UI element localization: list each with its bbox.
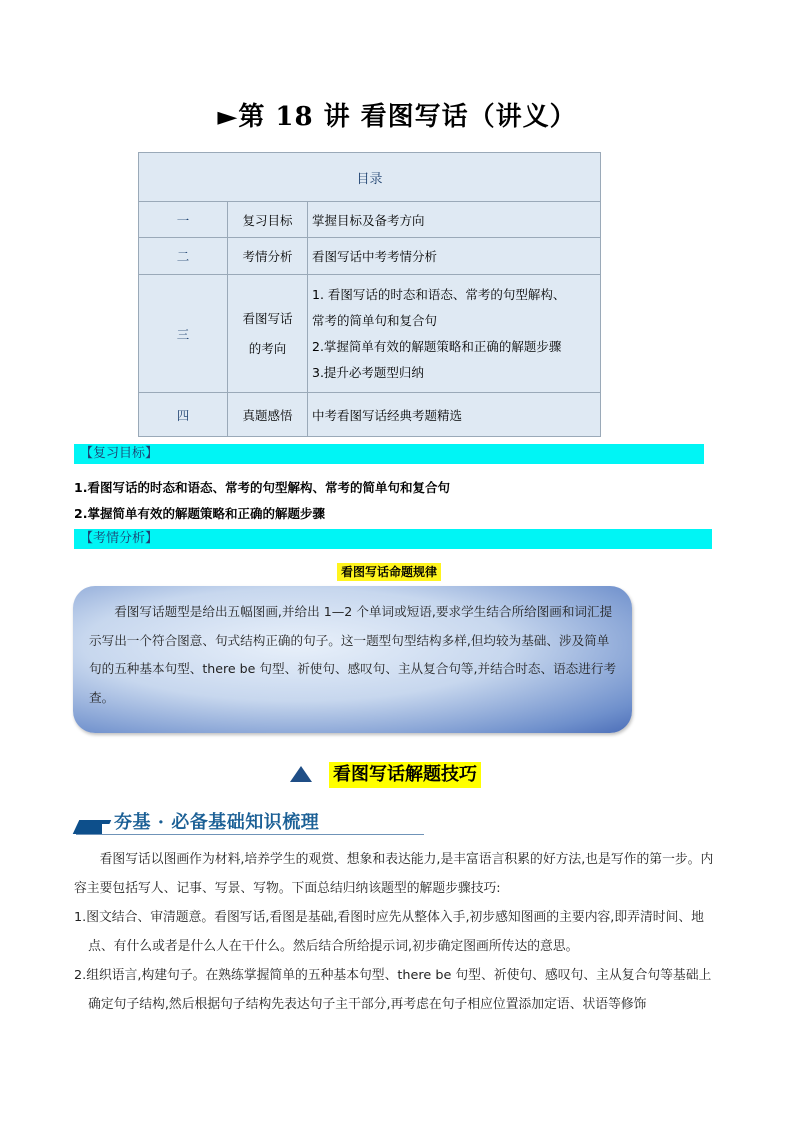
toc-header-row bbox=[139, 153, 601, 202]
toc-topic: 考情分析 bbox=[228, 238, 308, 275]
page-title: ►第 18 讲 看图写话（讲义） bbox=[217, 102, 577, 132]
review-bar: 【复习目标】 bbox=[74, 444, 704, 464]
toc-row bbox=[139, 238, 601, 275]
skills-body bbox=[74, 845, 724, 1019]
rule-box bbox=[73, 586, 632, 733]
toc-topic: 真题感悟 bbox=[228, 393, 308, 437]
toc-header: 目录 bbox=[139, 153, 601, 202]
rule-title: 看图写话命题规律 bbox=[337, 563, 441, 581]
toc-num: 四 bbox=[139, 393, 228, 437]
toc-num: 二 bbox=[139, 238, 228, 275]
heading-underline bbox=[76, 834, 424, 835]
toc-topic-line: 看图写话 bbox=[242, 310, 293, 326]
toc-content: 看图写话中考考情分析 bbox=[308, 238, 601, 275]
toc-topic bbox=[228, 275, 308, 393]
review-item: 1.看图写话的时态和语态、常考的句型解构、常考的简单句和复合句 bbox=[74, 480, 450, 495]
step-paragraph: 2.组织语言,构建句子。在熟练掌握简单的五种基本句型、there be 句型、祈使句、感叹句、主从复合句等基础上确定句子结构,然后根据句子结构先表达句子主干部分,再考虑在句子相应位置添加定语、状语等修饰 bbox=[74, 968, 712, 1012]
intro-paragraph: 看图写话以图画作为材料,培养学生的观赏、想象和表达能力,是丰富语言积累的好方法,也是写作的第一步。内容主要包括写人、记事、写景、写物。下面总结归纳该题型的解题步骤技巧: bbox=[74, 852, 714, 896]
toc-table bbox=[138, 152, 601, 437]
toc-content-line: 3.提升必考题型归纳 bbox=[312, 364, 424, 380]
section-heading-text: 夯基 · 必备基础知识梳理 bbox=[114, 812, 320, 833]
rule-text: 看图写话题型是给出五幅图画,并给出 1—2 个单词或短语,要求学生结合所给图画和词汇提示写出一个符合图意、句式结构正确的句子。这一题型句型结构多样,但均较为基础、涉及简单句的五种基本句型、there be 句型、祈使句、感叹句、主从复合句等,并结合时态、语态进行考查。 bbox=[89, 604, 617, 705]
toc-content: 掌握目标及备考方向 bbox=[308, 202, 601, 238]
toc-topic: 复习目标 bbox=[228, 202, 308, 238]
toc-topic-line: 的考向 bbox=[248, 340, 287, 356]
review-item: 2.掌握简单有效的解题策略和正确的解题步骤 bbox=[74, 506, 325, 521]
toc-content-line: 1. 看图写话的时态和语态、常考的句型解构、 bbox=[312, 286, 566, 302]
analysis-bar: 【考情分析】 bbox=[74, 529, 712, 549]
toc-num: 三 bbox=[139, 275, 228, 393]
skills-title: 看图写话解题技巧 bbox=[329, 762, 481, 788]
section-heading bbox=[76, 808, 424, 836]
step-paragraph: 1.图文结合、审清题意。看图写话,看图是基础,看图时应先从整体入手,初步感知图画的主要内容,即弄清时间、地点、有什么或者是什么人在干什么。然后结合所给提示词,初步确定图画所传达的意思。 bbox=[74, 910, 704, 954]
toc-row bbox=[139, 275, 601, 393]
toc-content: 中考看图写话经典考题精选 bbox=[308, 393, 601, 437]
toc-content bbox=[308, 275, 601, 393]
triangle-icon bbox=[290, 766, 312, 782]
toc-row bbox=[139, 393, 601, 437]
toc-row bbox=[139, 202, 601, 238]
heading-bar-notch bbox=[102, 824, 112, 834]
toc-num: 一 bbox=[139, 202, 228, 238]
toc-content-line: 常考的简单句和复合句 bbox=[312, 312, 438, 328]
toc-content-line: 2.掌握简单有效的解题策略和正确的解题步骤 bbox=[312, 338, 562, 354]
